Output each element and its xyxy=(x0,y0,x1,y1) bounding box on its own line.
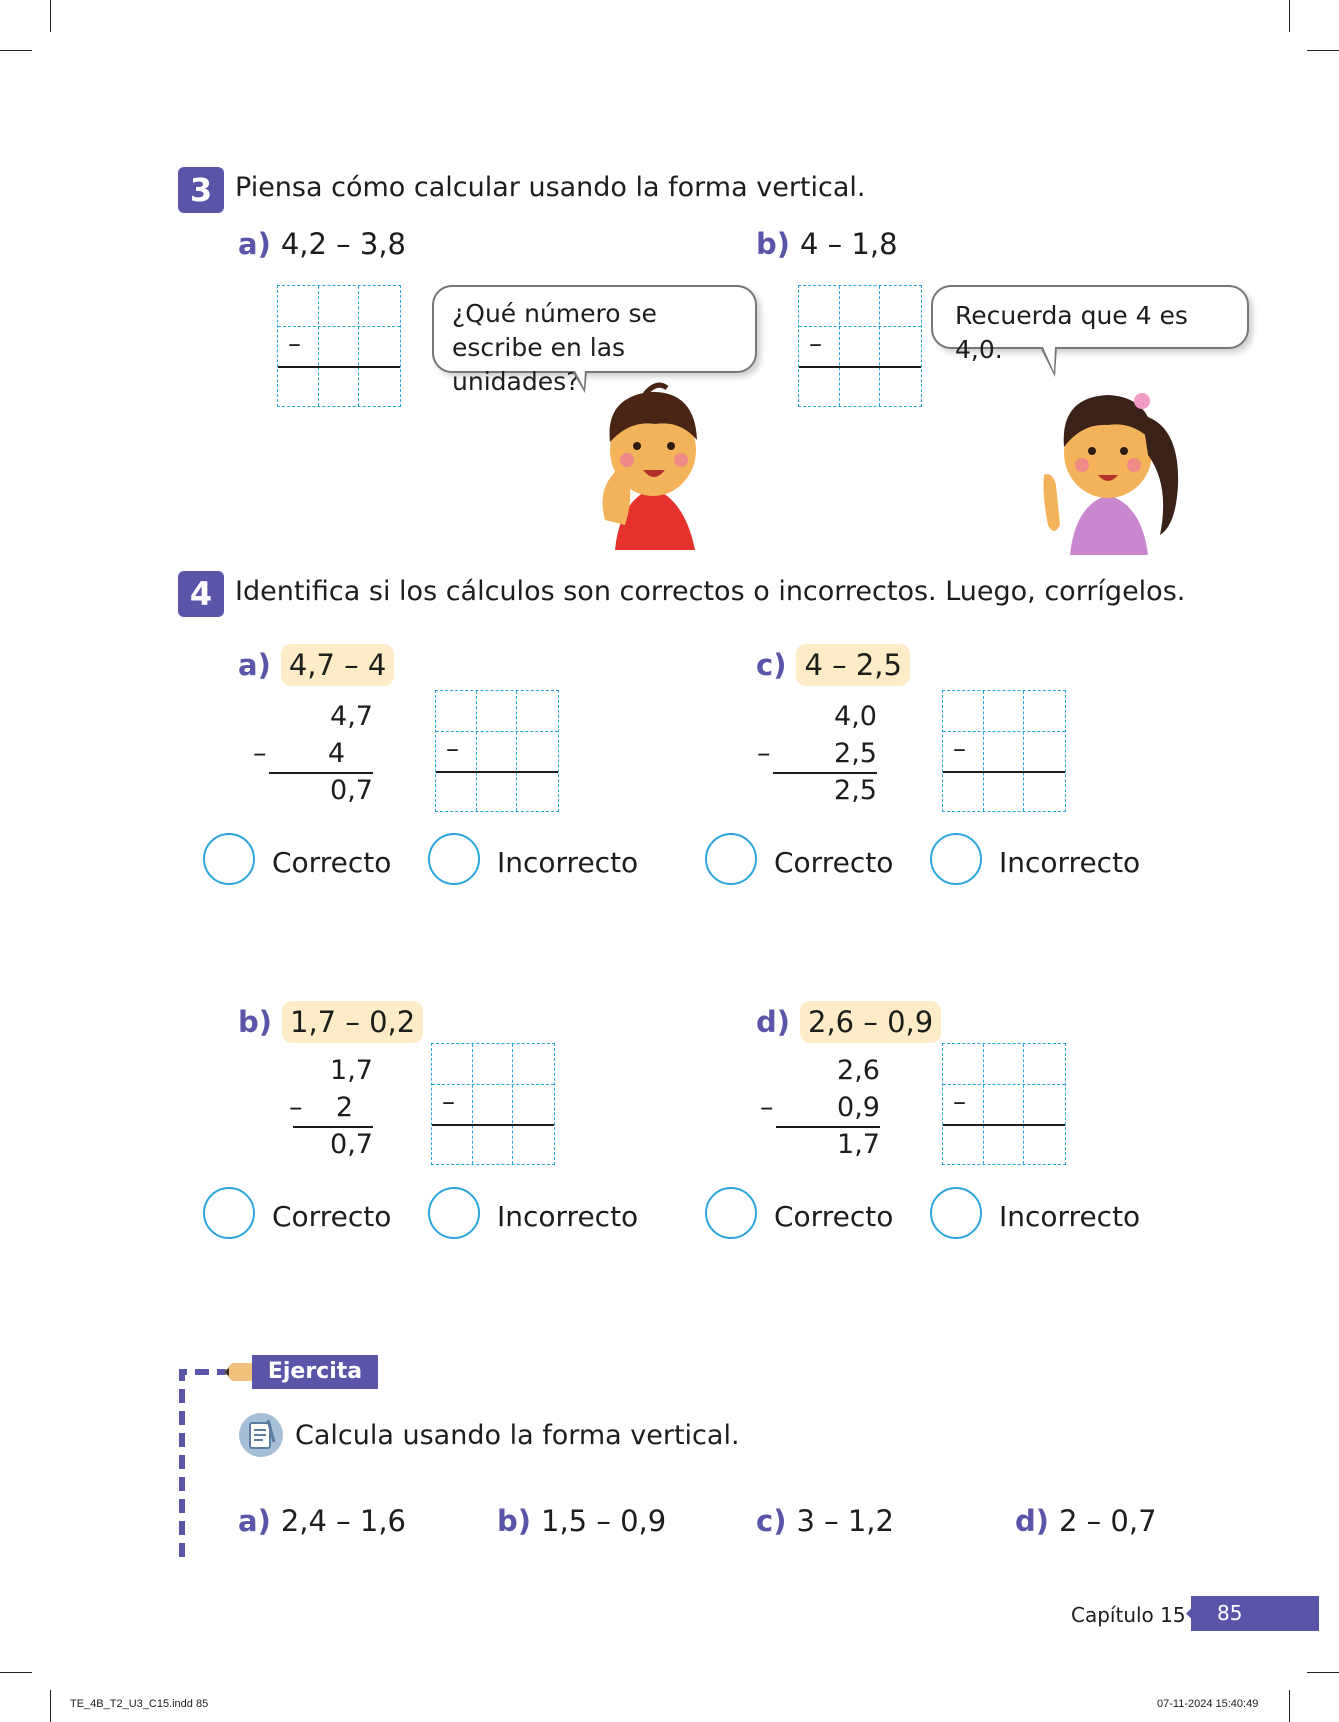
item-expression: 1,7 – 0,2 xyxy=(282,1001,423,1043)
section-3-badge: 3 xyxy=(178,167,224,213)
correct-checkbox[interactable] xyxy=(203,833,255,885)
correct-checkbox[interactable] xyxy=(203,1187,255,1239)
section-4-item-a xyxy=(238,648,394,682)
worked-calculation xyxy=(253,1052,373,1163)
answer-grid[interactable] xyxy=(435,690,559,812)
item-expression: 4,2 – 3,8 xyxy=(280,227,407,261)
worked-calculation xyxy=(757,698,877,809)
item-expression: 4 – 1,8 xyxy=(800,227,898,261)
item-label: b) xyxy=(497,1504,532,1538)
calc-sub: 2,5 xyxy=(834,738,877,769)
bubble-tail xyxy=(1042,345,1055,372)
item-label: d) xyxy=(756,1005,791,1039)
incorrect-label: Incorrecto xyxy=(999,1200,1141,1233)
item-label: b) xyxy=(238,1005,273,1039)
ejercita-item-d xyxy=(1015,1504,1157,1538)
calc-sub: 0,9 xyxy=(837,1092,880,1123)
calc-minus: – xyxy=(253,738,267,769)
answer-grid[interactable] xyxy=(431,1043,555,1165)
section-4-item-c xyxy=(756,648,910,682)
girl-illustration xyxy=(1030,375,1200,555)
section-4-item-d xyxy=(756,1005,941,1039)
page-number: 85 xyxy=(1191,1596,1319,1631)
worked-calculation xyxy=(760,1052,880,1163)
calc-result: 0,7 xyxy=(330,1129,373,1160)
item-expression: 2,4 – 1,6 xyxy=(280,1504,407,1538)
correct-label: Correcto xyxy=(272,1200,392,1233)
incorrect-checkbox[interactable] xyxy=(428,1187,480,1239)
minus-sign: – xyxy=(953,1087,966,1117)
calc-result: 2,5 xyxy=(834,775,877,806)
calc-top: 1,7 xyxy=(330,1055,373,1086)
section-4-title: Identifica si los cálculos son correctos o incorrectos. Luego, corrígelos. xyxy=(235,576,1186,607)
section-3-title: Piensa cómo calcular usando la forma vertical. xyxy=(235,172,866,203)
incorrect-label: Incorrecto xyxy=(999,846,1141,879)
crop-mark xyxy=(1289,1690,1290,1722)
chapter-label: Capítulo 15 xyxy=(1071,1603,1186,1627)
speech-bubble-girl xyxy=(931,285,1249,364)
bubble-tail xyxy=(574,369,585,388)
minus-sign: – xyxy=(442,1087,455,1117)
ejercita-item-a xyxy=(238,1504,406,1538)
item-label: b) xyxy=(756,227,791,261)
crop-mark xyxy=(50,1690,51,1722)
correct-checkbox[interactable] xyxy=(705,833,757,885)
bubble-text: Recuerda que 4 es 4,0. xyxy=(955,301,1188,364)
item-label: a) xyxy=(238,227,271,261)
answer-grid[interactable] xyxy=(942,1043,1066,1165)
boy-illustration xyxy=(585,380,720,550)
incorrect-checkbox[interactable] xyxy=(930,1187,982,1239)
calc-sub: 2 xyxy=(335,1092,353,1123)
crop-mark xyxy=(0,1672,32,1673)
item-expression: 4,7 – 4 xyxy=(281,644,395,686)
item-label: a) xyxy=(238,648,271,682)
item-expression: 2,6 – 0,9 xyxy=(800,1001,941,1043)
crop-mark xyxy=(1289,0,1290,32)
ejercita-instruction: Calcula usando la forma vertical. xyxy=(295,1420,740,1451)
answer-grid[interactable] xyxy=(798,285,922,407)
correct-label: Correcto xyxy=(272,846,392,879)
section-4-item-b xyxy=(238,1005,423,1039)
calc-top: 2,6 xyxy=(837,1055,880,1086)
answer-grid[interactable] xyxy=(942,690,1066,812)
item-label: c) xyxy=(756,1504,787,1538)
calc-minus: – xyxy=(757,738,771,769)
section-3-item-b xyxy=(756,227,898,261)
calc-sub: 4 xyxy=(327,738,345,769)
answer-grid[interactable] xyxy=(277,285,401,407)
notebook-icon xyxy=(238,1412,284,1458)
minus-sign: – xyxy=(288,329,301,359)
crop-mark xyxy=(0,50,32,51)
calc-minus: – xyxy=(289,1092,303,1123)
file-name: TE_4B_T2_U3_C15.indd 85 xyxy=(70,1698,209,1710)
calc-result: 1,7 xyxy=(837,1129,880,1160)
item-expression: 3 – 1,2 xyxy=(796,1504,894,1538)
incorrect-label: Incorrecto xyxy=(497,846,639,879)
correct-label: Correcto xyxy=(774,846,894,879)
crop-mark xyxy=(50,0,51,32)
correct-checkbox[interactable] xyxy=(705,1187,757,1239)
item-expression: 2 – 0,7 xyxy=(1059,1504,1157,1538)
speech-bubble-boy xyxy=(432,285,757,396)
calc-result: 0,7 xyxy=(330,775,373,806)
minus-sign: – xyxy=(953,734,966,764)
item-label: a) xyxy=(238,1504,271,1538)
item-expression: 1,5 – 0,9 xyxy=(541,1504,667,1538)
worked-calculation xyxy=(253,698,373,809)
calc-top: 4,0 xyxy=(834,701,877,732)
item-label: c) xyxy=(756,648,787,682)
bubble-text: ¿Qué número se escribe en las unidades? xyxy=(452,299,657,396)
ejercita-item-c xyxy=(756,1504,894,1538)
crop-mark xyxy=(1307,1672,1339,1673)
calc-minus: – xyxy=(760,1092,774,1123)
section-4-badge: 4 xyxy=(178,571,224,617)
incorrect-checkbox[interactable] xyxy=(930,833,982,885)
crop-mark xyxy=(1307,50,1339,51)
ejercita-item-b xyxy=(497,1504,666,1538)
item-label: d) xyxy=(1015,1504,1050,1538)
minus-sign: – xyxy=(809,329,822,359)
ejercita-tag: Ejercita xyxy=(252,1355,378,1389)
incorrect-checkbox[interactable] xyxy=(428,833,480,885)
calc-top: 4,7 xyxy=(330,701,373,732)
print-timestamp: 07-11-2024 15:40:49 xyxy=(1157,1698,1259,1710)
minus-sign: – xyxy=(446,734,459,764)
incorrect-label: Incorrecto xyxy=(497,1200,639,1233)
item-expression: 4 – 2,5 xyxy=(796,644,910,686)
section-3-item-a xyxy=(238,227,406,261)
correct-label: Correcto xyxy=(774,1200,894,1233)
